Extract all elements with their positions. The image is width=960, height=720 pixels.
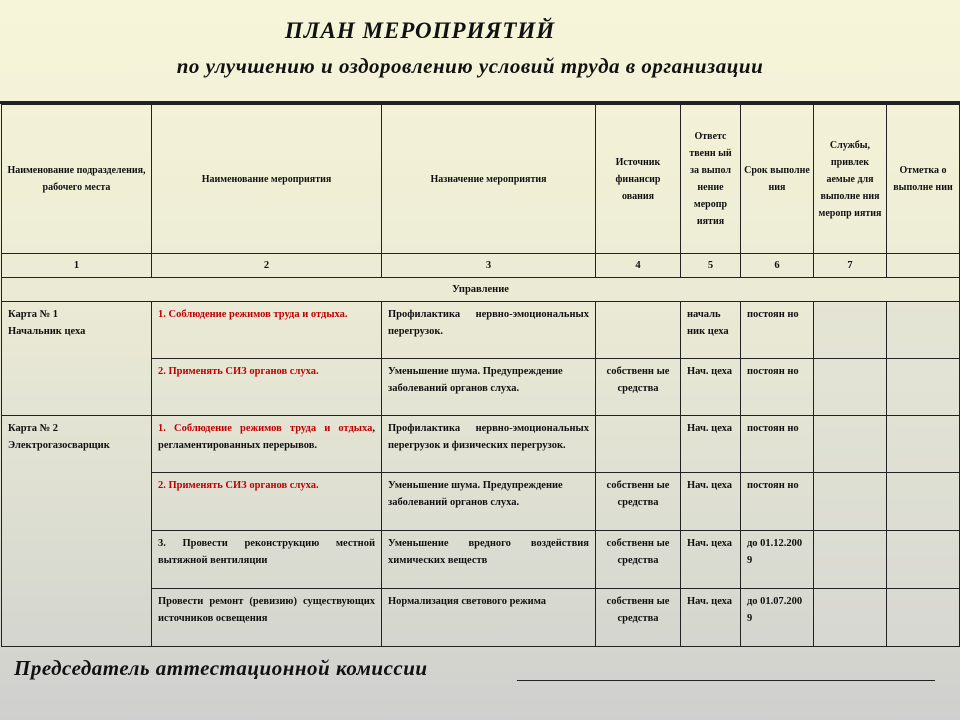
purpose-cell: Профилактика нервно-эмоциональных перегрузок и физических перегрузок. (382, 416, 596, 473)
services-cell (814, 302, 887, 359)
responsible-cell: Нач. цеха (681, 416, 741, 473)
term-cell: постоян но (741, 359, 814, 416)
col-number: 6 (741, 254, 814, 278)
measure-cell: 2. Применять СИЗ органов слуха. (152, 473, 382, 531)
col-number: 3 (382, 254, 596, 278)
services-cell (814, 359, 887, 416)
header-purpose: Назначение мероприятия (382, 105, 596, 254)
chairman-label: Председатель аттестационной комиссии (14, 656, 428, 680)
purpose-cell: Нормализация светового режима (382, 589, 596, 647)
purpose-cell: Уменьшение шума. Предупреждение заболеваний органов слуха. (382, 359, 596, 416)
responsible-cell: началь ник цеха (681, 302, 741, 359)
responsible-cell: Нач. цеха (681, 589, 741, 647)
source-cell (596, 416, 681, 473)
col-number: 4 (596, 254, 681, 278)
source-cell (596, 302, 681, 359)
services-cell (814, 416, 887, 473)
term-cell: до 01.12.200 9 (741, 531, 814, 589)
source-cell: собственн ые средства (596, 473, 681, 531)
table-row (2, 302, 960, 359)
column-number-row (2, 254, 960, 278)
header-unit: Наименование подразделения, рабочего места (2, 105, 152, 254)
unit-cell: Карта № 1 Начальник цеха (2, 302, 152, 416)
header-source: Источник финансир ования (596, 105, 681, 254)
header-measure: Наименование мероприятия (152, 105, 382, 254)
source-cell: собственн ые средства (596, 359, 681, 416)
col-number: 1 (2, 254, 152, 278)
responsible-cell: Нач. цеха (681, 473, 741, 531)
header-responsible: Ответс твенн ый за выпол нение меропр иятия (681, 105, 741, 254)
table-header-row (2, 105, 960, 254)
unit-cell: Карта № 2 Электрогазосварщик (2, 416, 152, 647)
measure-text: , регламентированных перерывов. (158, 423, 375, 451)
source-cell: собственн ые средства (596, 589, 681, 647)
purpose-cell: Уменьшение шума. Предупреждение заболеваний органов слуха. (382, 473, 596, 531)
measure-cell: Провести ремонт (ревизию) существующих источников освещения (152, 589, 382, 647)
measure-cell: 1. Соблюдение режимов труда и отдыха. (152, 302, 382, 359)
col-number: 2 (152, 254, 382, 278)
responsible-cell: Нач. цеха (681, 531, 741, 589)
services-cell (814, 473, 887, 531)
section-title: Управление (2, 278, 960, 302)
responsible-cell: Нач. цеха (681, 359, 741, 416)
col-number (887, 254, 960, 278)
header-term: Срок выполне ния (741, 105, 814, 254)
measure-highlight: 1. Соблюдение режимов труда и отдыха (158, 423, 373, 434)
measure-cell: 2. Применять СИЗ органов слуха. (152, 359, 382, 416)
document-subtitle: по улучшению и оздоровлению условий труда в организации (176, 54, 764, 78)
document-title: ПЛАН МЕРОПРИЯТИЙ (284, 18, 556, 43)
purpose-cell: Профилактика нервно-эмоциональных перегрузок. (382, 302, 596, 359)
term-cell: постоян но (741, 473, 814, 531)
measure-cell: 3. Провести реконструкцию местной вытяжной вентиляции (152, 531, 382, 589)
col-number: 7 (814, 254, 887, 278)
completion-cell (887, 531, 960, 589)
section-row (2, 278, 960, 302)
table-row (2, 416, 960, 473)
action-plan-table (1, 104, 960, 647)
completion-cell (887, 302, 960, 359)
completion-cell (887, 416, 960, 473)
header-completion: Отметка о выполне нии (887, 105, 960, 254)
col-number: 5 (681, 254, 741, 278)
title-block (0, 18, 960, 79)
completion-cell (887, 589, 960, 647)
services-cell (814, 531, 887, 589)
completion-cell (887, 359, 960, 416)
services-cell (814, 589, 887, 647)
signature-line (517, 680, 935, 681)
term-cell: постоян но (741, 302, 814, 359)
completion-cell (887, 473, 960, 531)
term-cell: до 01.07.200 9 (741, 589, 814, 647)
purpose-cell: Уменьшение вредного воздействия химических веществ (382, 531, 596, 589)
source-cell: собственн ые средства (596, 531, 681, 589)
header-services: Службы, привлек аемые для выполне ния меропр иятия (814, 105, 887, 254)
measure-cell (152, 416, 382, 473)
term-cell: постоян но (741, 416, 814, 473)
